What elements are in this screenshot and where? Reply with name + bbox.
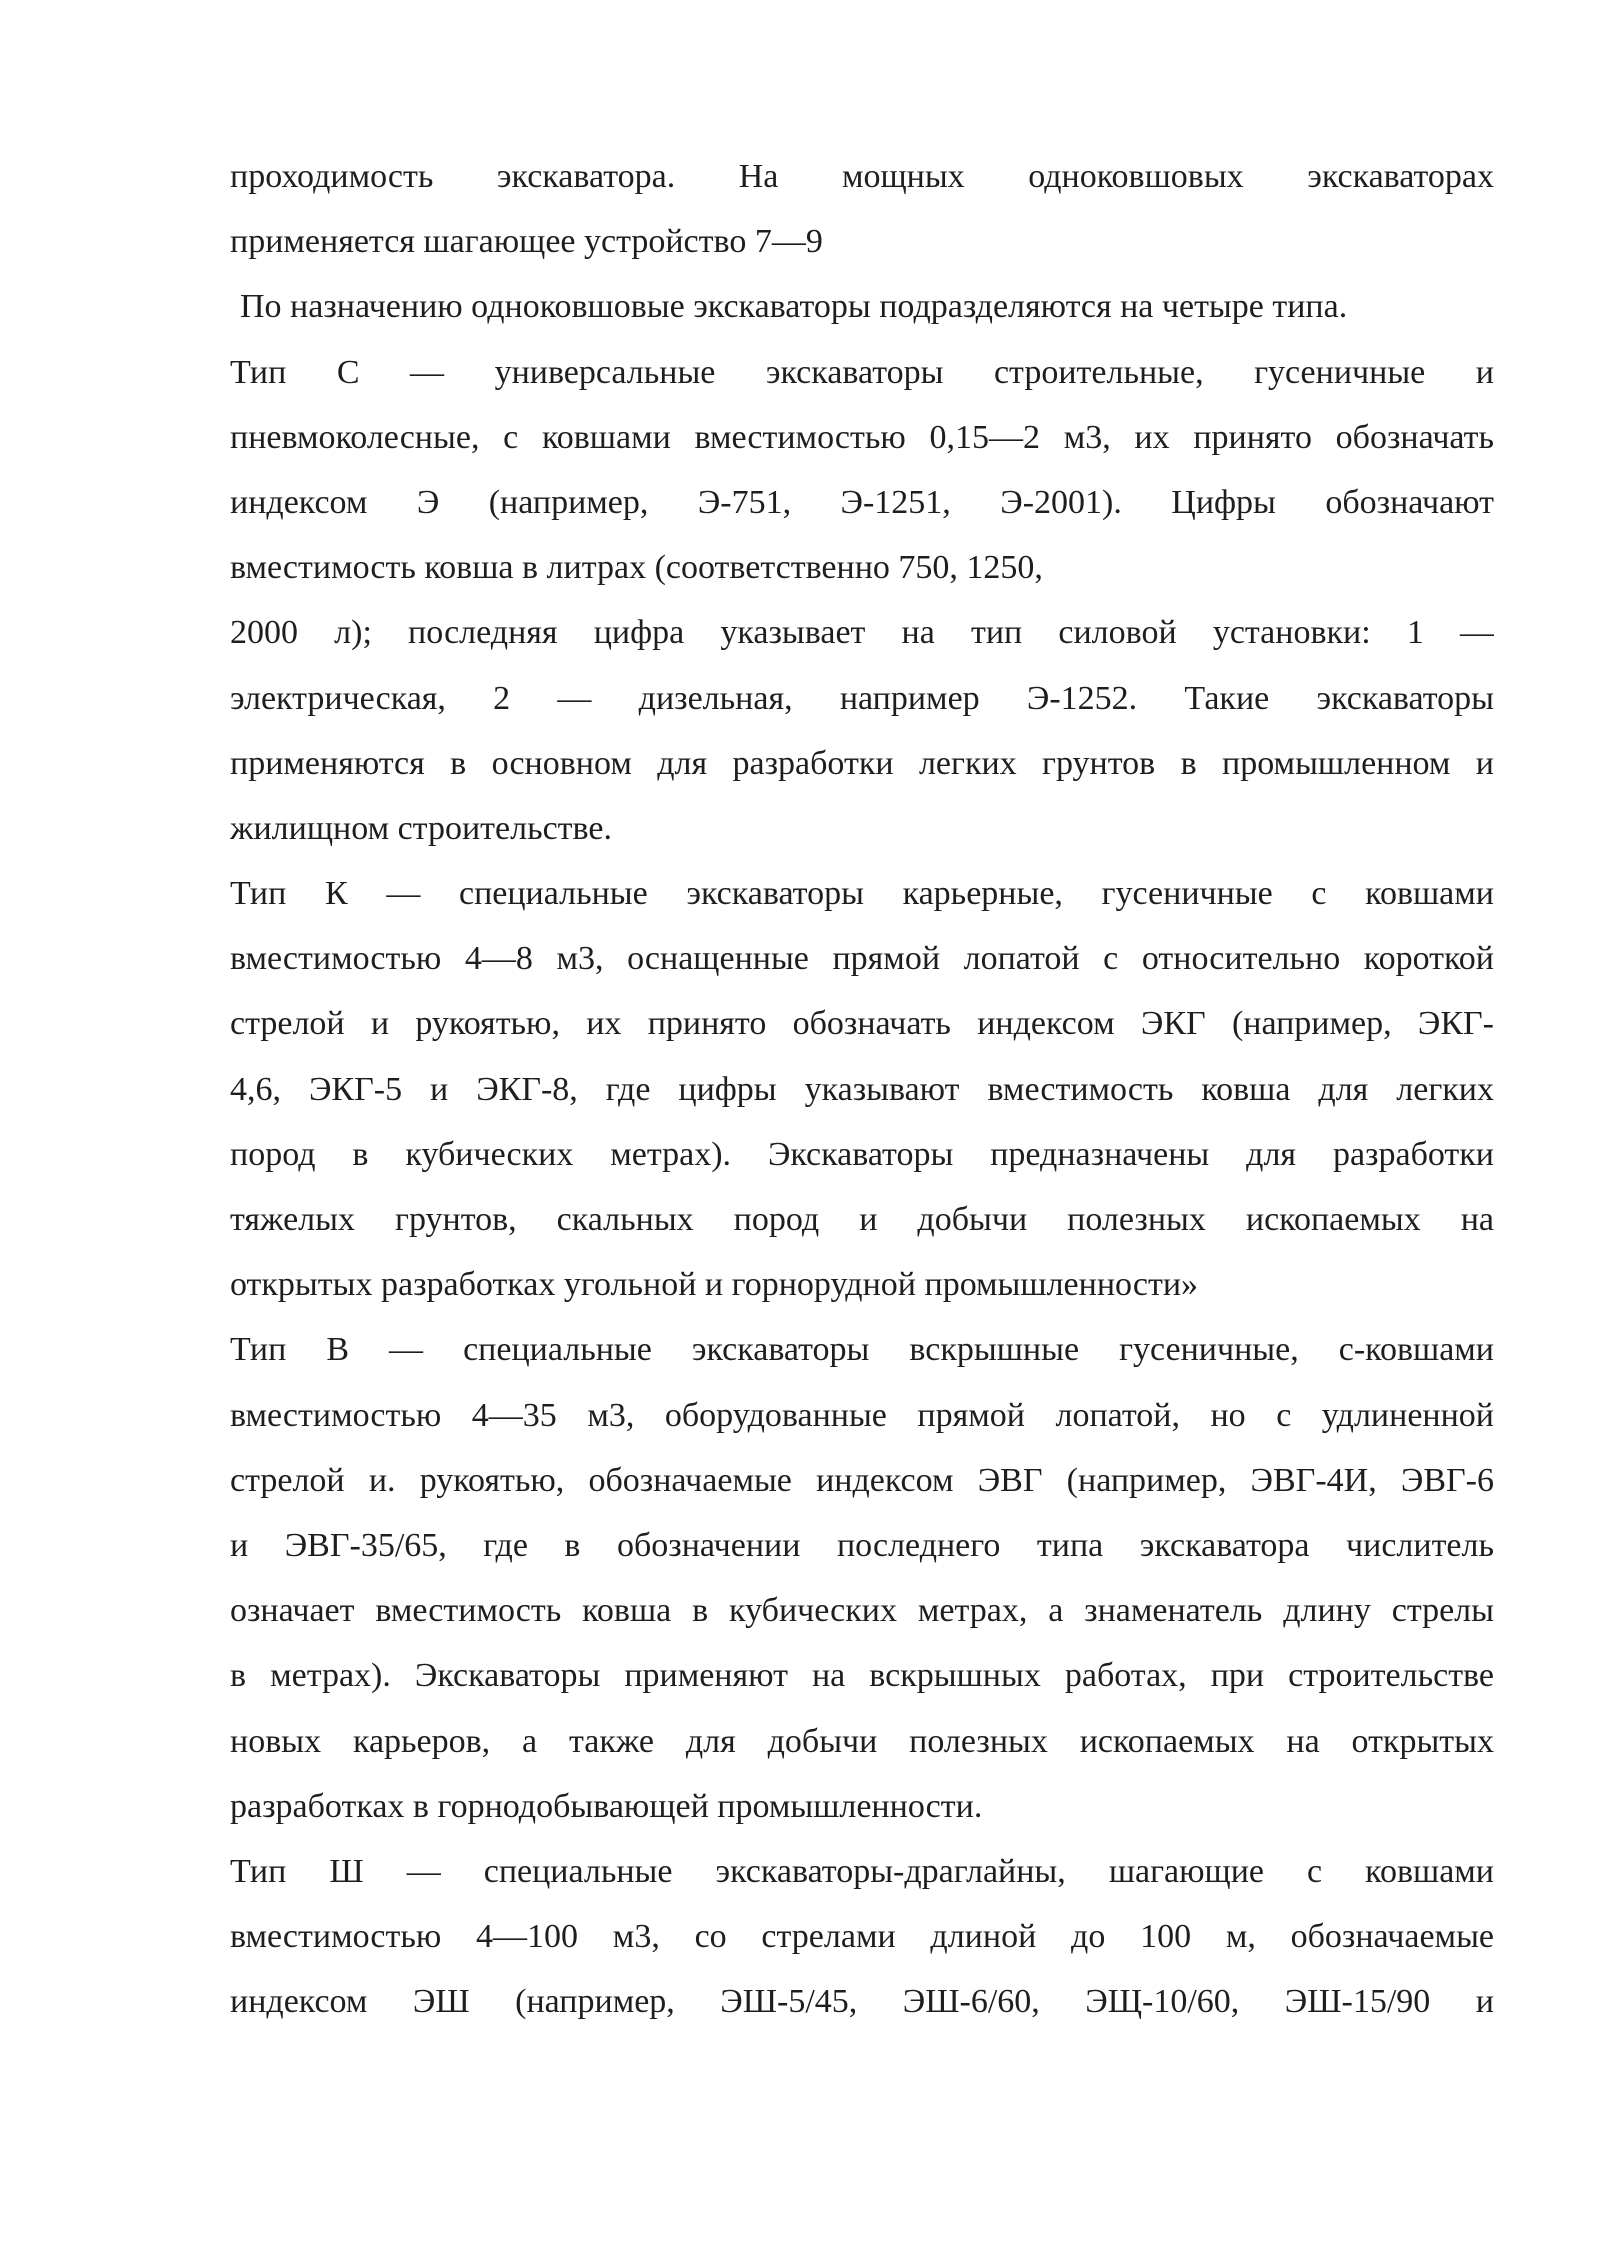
paragraph-first-line: Тип С — универсальные экскаваторы строительные, гусеничные и (230, 353, 1494, 391)
text-line: применяется шагающее устройство 7—9 (230, 223, 823, 261)
paragraph-first-line: Тип Ш — специальные экскаваторы-драглайны, шагающие с ковшами (230, 1852, 1494, 1890)
text-line: открытых разработках угольной и горнорудной промышленности» (230, 1266, 1199, 1304)
text-line: жилищном строительстве. (230, 809, 612, 847)
text-line: вместимость ковша в литрах (соответственно 750, 1250, (230, 549, 1043, 587)
text-line: вместимостью 4—100 м3, со стрелами длиной до 100 м, обозначаемые (230, 1918, 1494, 1956)
document-body (230, 144, 1494, 2034)
text-line: и ЭВГ-35/65, где в обозначении последнего типа экскаватора числитель (230, 1526, 1494, 1564)
text-line: разработках в горнодобывающей промышленности. (230, 1787, 983, 1825)
text-line: тяжелых грунтов, скальных пород и добычи полезных ископаемых на (230, 1201, 1494, 1238)
text-line: пород в кубических метрах). Экскаваторы предназначены для разработки (230, 1135, 1494, 1173)
text-line: вместимостью 4—35 м3, оборудованные прямой лопатой, но с удлиненной (230, 1396, 1494, 1434)
paragraph-first-line: Тип В — специальные экскаваторы вскрышные гусеничные, с-ковшами (230, 1331, 1494, 1369)
text-line: электрическая, 2 — дизельная, например Э-1252. Такие экскаваторы (230, 679, 1494, 717)
text-line: означает вместимость ковша в кубических метрах, а знаменатель длину стрелы (230, 1592, 1494, 1630)
text-line: в метрах). Экскаваторы применяют на вскрышных работах, при строительстве (230, 1657, 1494, 1695)
text-line: вместимостью 4—8 м3, оснащенные прямой лопатой с относительно короткой (230, 940, 1494, 978)
text-line: индексом Э (например, Э-751, Э-1251, Э-2001). Цифры обозначают (230, 483, 1494, 521)
text-line: 4,6, ЭКГ-5 и ЭКГ-8, где цифры указывают вместимость ковша для легких (230, 1070, 1494, 1108)
text-line: 2000 л); последняя цифра указывает на тип силовой установки: 1 — (230, 614, 1494, 652)
text-line: пневмоколесные, с ковшами вместимостью 0,15—2 м3, их принято обозначать (230, 418, 1494, 456)
text-line: проходимость экскаватора. На мощных одноковшовых экскаваторах (230, 158, 1494, 195)
paragraph-first-line: По назначению одноковшовые экскаваторы подразделяются на четыре типа. (240, 288, 1348, 326)
text-line: новых карьеров, а также для добычи полезных ископаемых на открытых (230, 1722, 1494, 1760)
text-line: индексом ЭШ (например, ЭШ-5/45, ЭШ-6/60, ЭЩ-10/60, ЭШ-15/90 и (230, 1983, 1494, 2021)
text-line: стрелой и. рукоятью, обозначаемые индексом ЭВГ (например, ЭВГ-4И, ЭВГ-6 (230, 1461, 1494, 1499)
paragraph-first-line: Тип К — специальные экскаваторы карьерные, гусеничные с ковшами (230, 875, 1494, 913)
text-line: стрелой и рукоятью, их принято обозначать индексом ЭКГ (например, ЭКГ- (230, 1005, 1494, 1043)
text-line: применяются в основном для разработки легких грунтов в промышленном и (230, 744, 1494, 782)
